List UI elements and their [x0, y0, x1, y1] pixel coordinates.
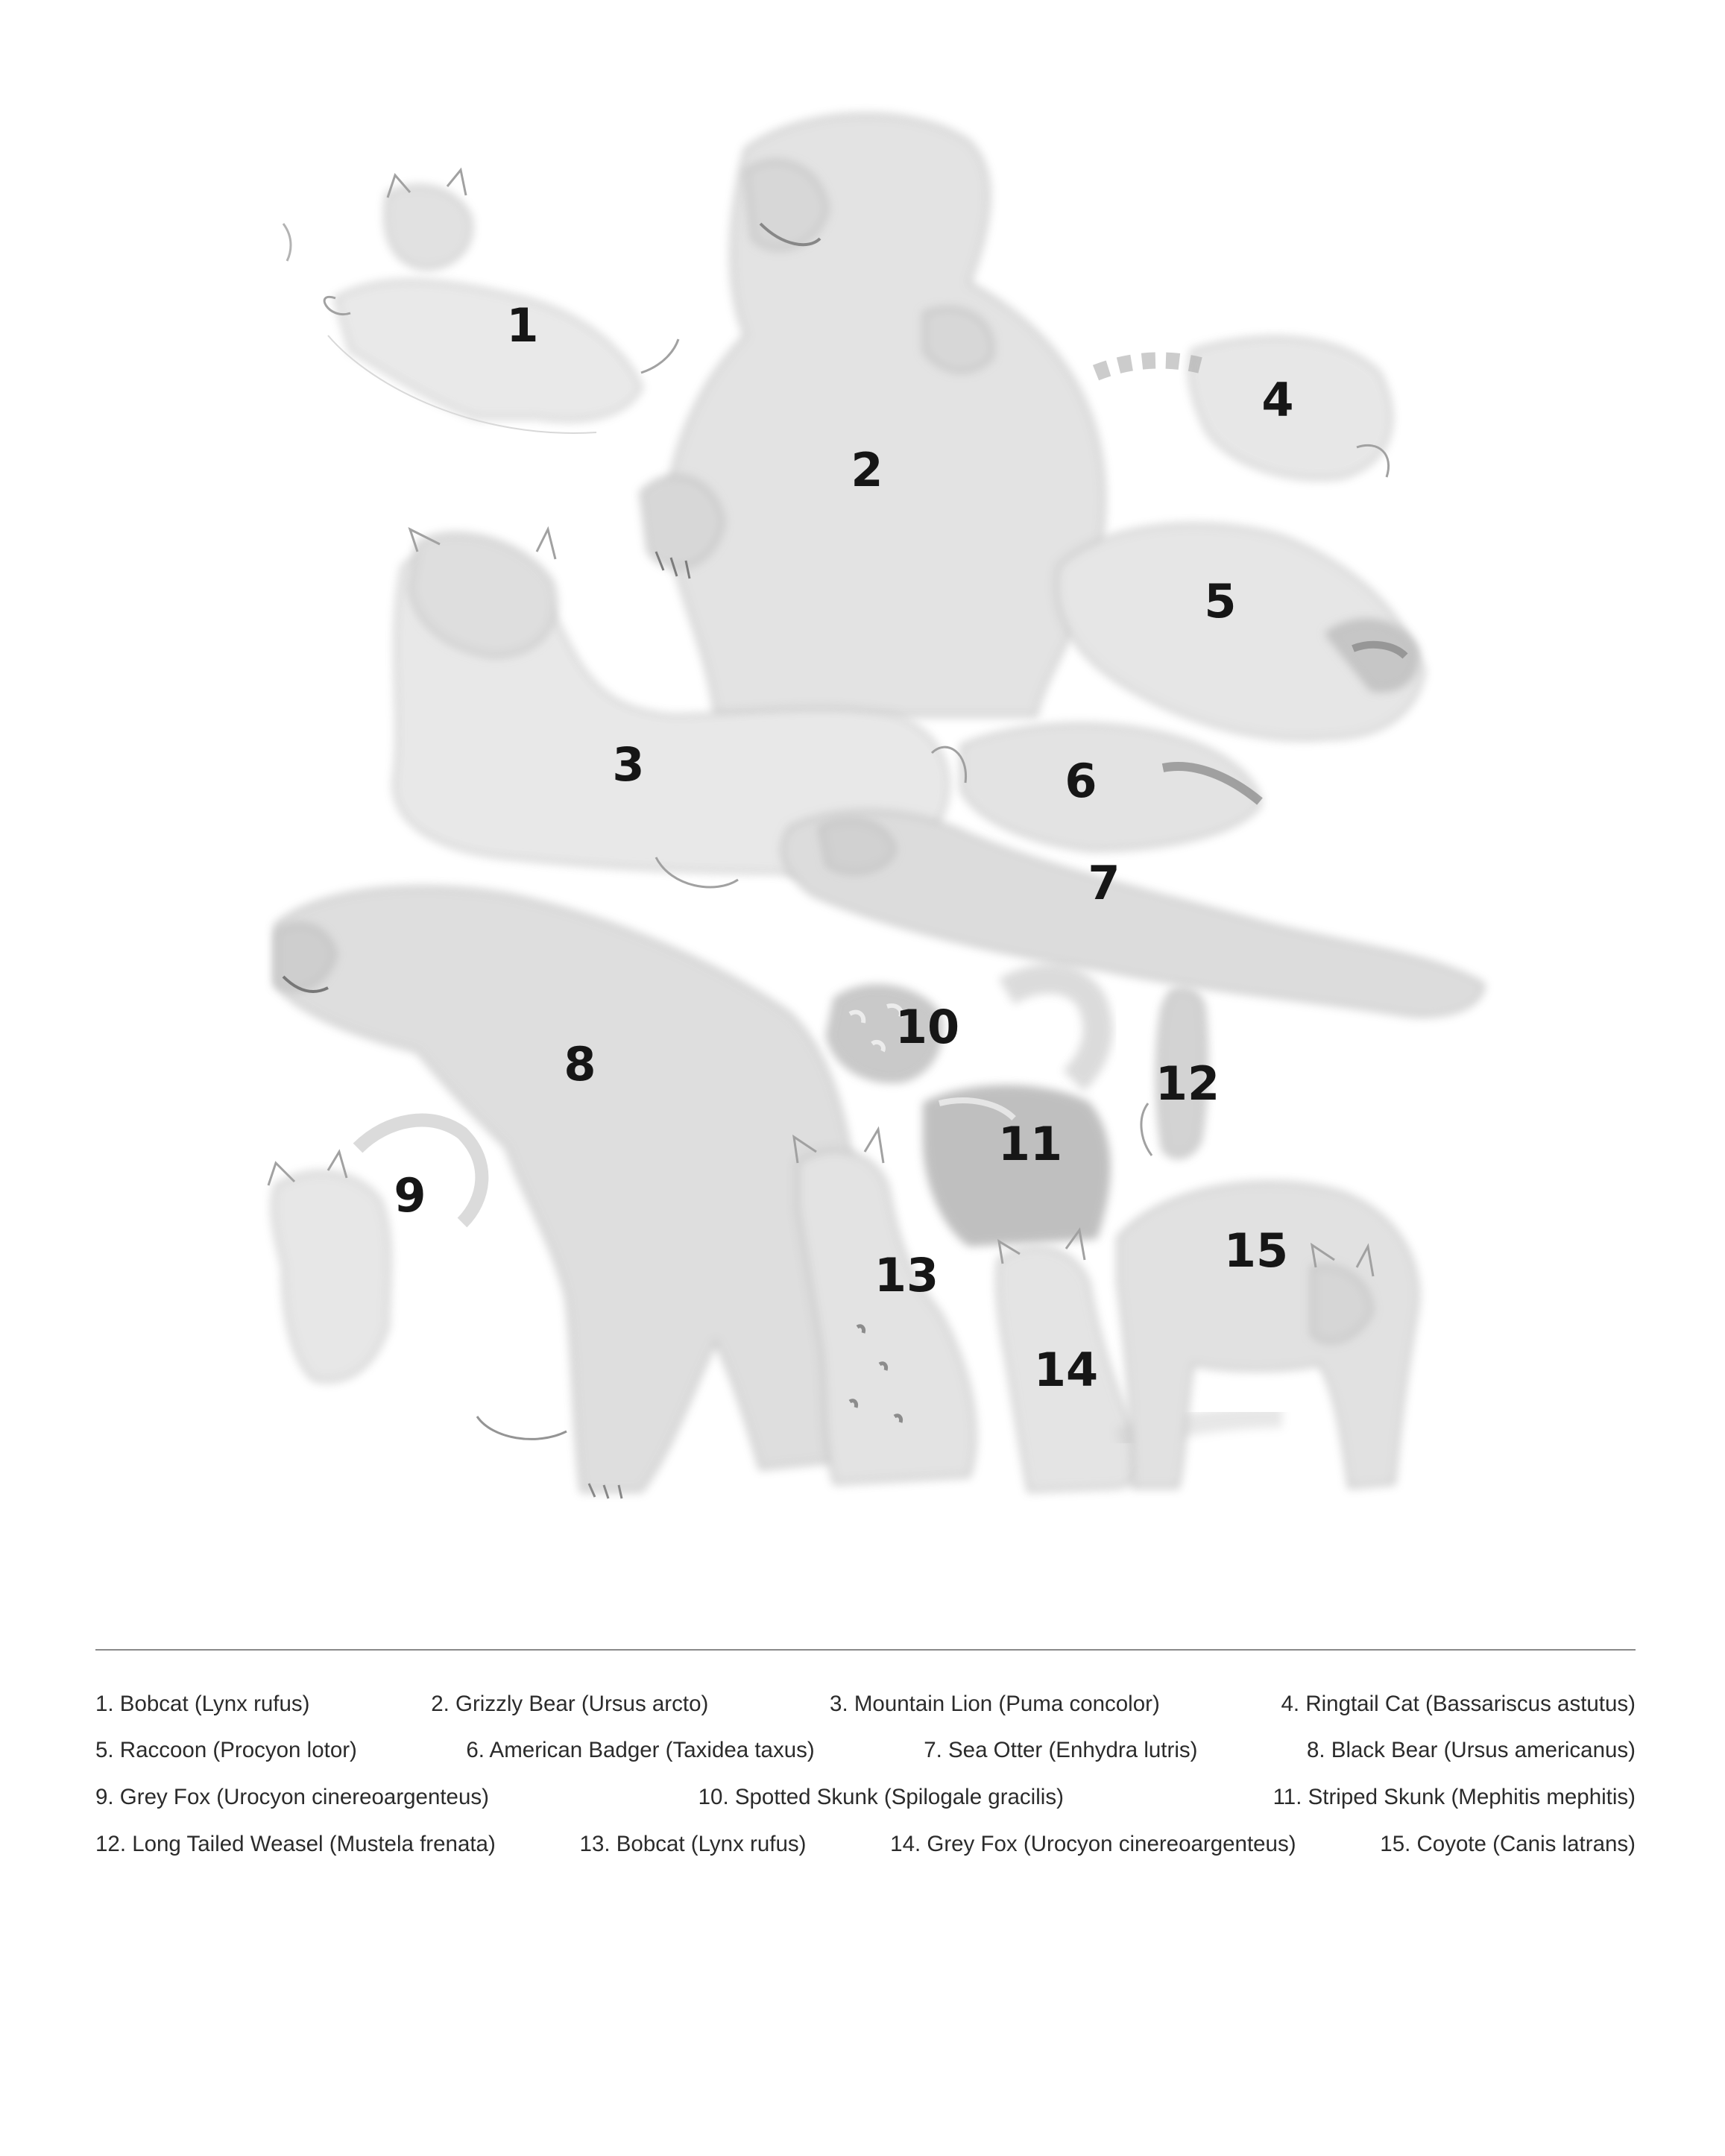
legend-item: 8. Black Bear (Ursus americanus) [1306, 1738, 1636, 1762]
legend-item: 14. Grey Fox (Urocyon cinereoargenteus) [890, 1832, 1296, 1856]
legend-item: 11. Striped Skunk (Mephitis mephitis) [1273, 1785, 1636, 1809]
legend-item: 12. Long Tailed Weasel (Mustela frenata) [95, 1832, 496, 1856]
animal-number-9: 9 [394, 1168, 426, 1223]
animal-number-2: 2 [851, 443, 883, 497]
animal-number-11: 11 [997, 1117, 1063, 1171]
legend-item: 7. Sea Otter (Enhydra lutris) [924, 1738, 1198, 1762]
legend-row-2 [95, 1738, 1636, 1763]
legend-item: 2. Grizzly Bear (Ursus arcto) [431, 1692, 709, 1716]
legend-item: 3. Mountain Lion (Puma concolor) [830, 1692, 1160, 1716]
animal-number-7: 7 [1088, 856, 1120, 910]
ringtail-cat-drawing [1096, 338, 1391, 479]
legend-row-4 [95, 1832, 1636, 1857]
legend-item: 15. Coyote (Canis latrans) [1380, 1832, 1636, 1856]
legend-row-1 [95, 1692, 1636, 1717]
animal-number-10: 10 [895, 1000, 960, 1054]
legend-divider [95, 1649, 1636, 1651]
animal-number-4: 4 [1261, 373, 1294, 427]
grey-fox-drawing [268, 1120, 482, 1381]
legend-item: 13. Bobcat (Lynx rufus) [579, 1832, 807, 1856]
animal-number-5: 5 [1204, 574, 1237, 628]
animal-number-6: 6 [1065, 754, 1097, 808]
animal-number-12: 12 [1155, 1056, 1220, 1111]
legend-row-3 [95, 1785, 1636, 1810]
bobcat-drawing [283, 170, 678, 433]
legend-item: 9. Grey Fox (Urocyon cinereoargenteus) [95, 1785, 489, 1809]
animal-number-8: 8 [564, 1037, 596, 1091]
american-badger-drawing [962, 725, 1260, 850]
animal-number-15: 15 [1223, 1223, 1289, 1278]
raccoon-drawing [1057, 525, 1425, 740]
animal-number-14: 14 [1033, 1343, 1099, 1397]
legend-item: 10. Spotted Skunk (Spilogale gracilis) [698, 1785, 1064, 1809]
legend-item: 5. Raccoon (Procyon lotor) [95, 1738, 357, 1762]
animal-number-3: 3 [612, 737, 645, 792]
legend-item: 4. Ringtail Cat (Bassariscus astutus) [1281, 1692, 1636, 1716]
legend-item: 1. Bobcat (Lynx rufus) [95, 1692, 310, 1716]
animal-number-13: 13 [874, 1248, 939, 1302]
animal-number-1: 1 [506, 298, 539, 353]
legend-item: 6. American Badger (Taxidea taxus) [466, 1738, 815, 1762]
grizzly-bear-drawing [641, 115, 1104, 716]
